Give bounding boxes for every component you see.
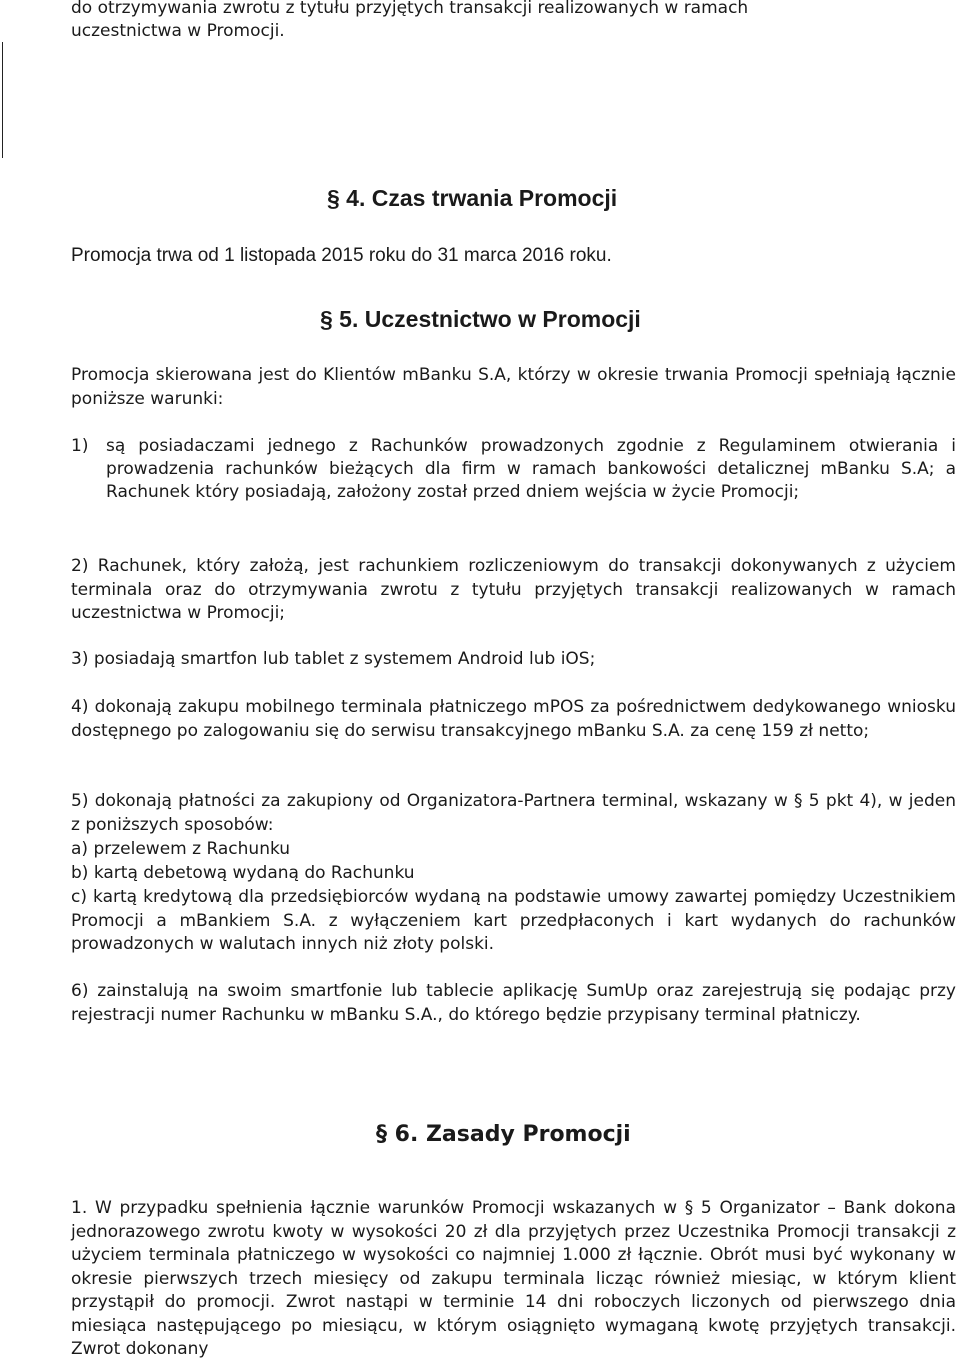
item-5: 5) dokonają płatności za zakupiony od Organizatora-Partnera terminal, wskazany w § 5 pkt 4), w jeden z poniższych sposobów: <box>71 791 956 835</box>
section-6-heading: § 6. Zasady Promocji <box>376 1122 631 1147</box>
section-6-paragraph-1: 1. W przypadku spełnienia łącznie warunków Promocji wskazanych w § 5 Organizator – Bank dokona jednorazowego zwrotu kwoty w wysokości 20 zł dla przyjętych przez Uczestnika Promocji transakcji z użyciem terminala płatniczego w wysokości co najmniej 1.000 zł łącznie. Obrót musi być wykonany w okresie pierwszych trzech miesięcy od zakupu terminala licząc również miesiąc, w którym klient przystąpił do promocji. Zwrot nastąpi w terminie 14 dni roboczych liczonych od pierwszego dnia miesiąca następującego po miesiącu, w którym osiągnięto wymaganą kwotę przyjętych transakcji. Zwrot dokonany <box>71 1198 956 1359</box>
item-5c: c) kartą kredytową dla przedsiębiorców wydaną na podstawie umowy zawartej pomiędzy Uczestnikiem Promocji a mBankiem S.A. z wyłączeniem kart przedpłaconych i kart wydanych do rachunków prowadzonych w walutach innych niż złoty polski. <box>71 887 956 954</box>
item-1-number: 1) <box>71 436 89 456</box>
item-5a: a) przelewem z Rachunku <box>71 839 291 859</box>
item-6: 6) zainstalują na swoim smartfonie lub tablecie aplikację SumUp oraz zarejestrują się podając przy rejestracji numer Rachunku w mBanku S.A., do którego będzie przypisany terminal płatniczy. <box>71 981 956 1025</box>
section-5-intro: Promocja skierowana jest do Klientów mBanku S.A, którzy w okresie trwania Promocji spełniają łącznie poniższe warunki: <box>71 365 956 409</box>
item-2: 2) Rachunek, który założą, jest rachunkiem rozliczeniowym do transakcji dokonywanych z użyciem terminala oraz do otrzymywania zwrotu z tytułu przyjętych transakcji realizowanych w ramach uczestnictwa w Promocji; <box>71 556 956 623</box>
item-1: są posiadaczami jednego z Rachunków prowadzonych zgodnie z Regulaminem otwierania i prowadzenia rachunków bieżących dla firm w ramach bankowości detalicznej mBanku S.A; a Rachunek który posiadają, założony został przed dniem wejścia w życie Promocji; <box>106 436 956 502</box>
section-4-text: Promocja trwa od 1 listopada 2015 roku do 31 marca 2016 roku. <box>71 245 612 266</box>
section-4-heading: § 4. Czas trwania Promocji <box>327 185 618 211</box>
margin-bar <box>2 42 3 158</box>
item-5b: b) kartą debetową wydaną do Rachunku <box>71 863 415 883</box>
item-4: 4) dokonają zakupu mobilnego terminala płatniczego mPOS za pośrednictwem dedykowanego wniosku dostępnego po zalogowaniu się do serwisu transakcyjnego mBanku S.A. za cenę 159 zł netto; <box>71 697 956 741</box>
section-5-heading: § 5. Uczestnictwo w Promocji <box>320 306 641 332</box>
continued-paragraph-end: uczestnictwa w Promocji. <box>71 21 285 41</box>
continued-paragraph: do otrzymywania zwrotu z tytułu przyjętych transakcji realizowanych w ramach <box>71 0 749 18</box>
item-3: 3) posiadają smartfon lub tablet z systemem Android lub iOS; <box>71 649 596 669</box>
